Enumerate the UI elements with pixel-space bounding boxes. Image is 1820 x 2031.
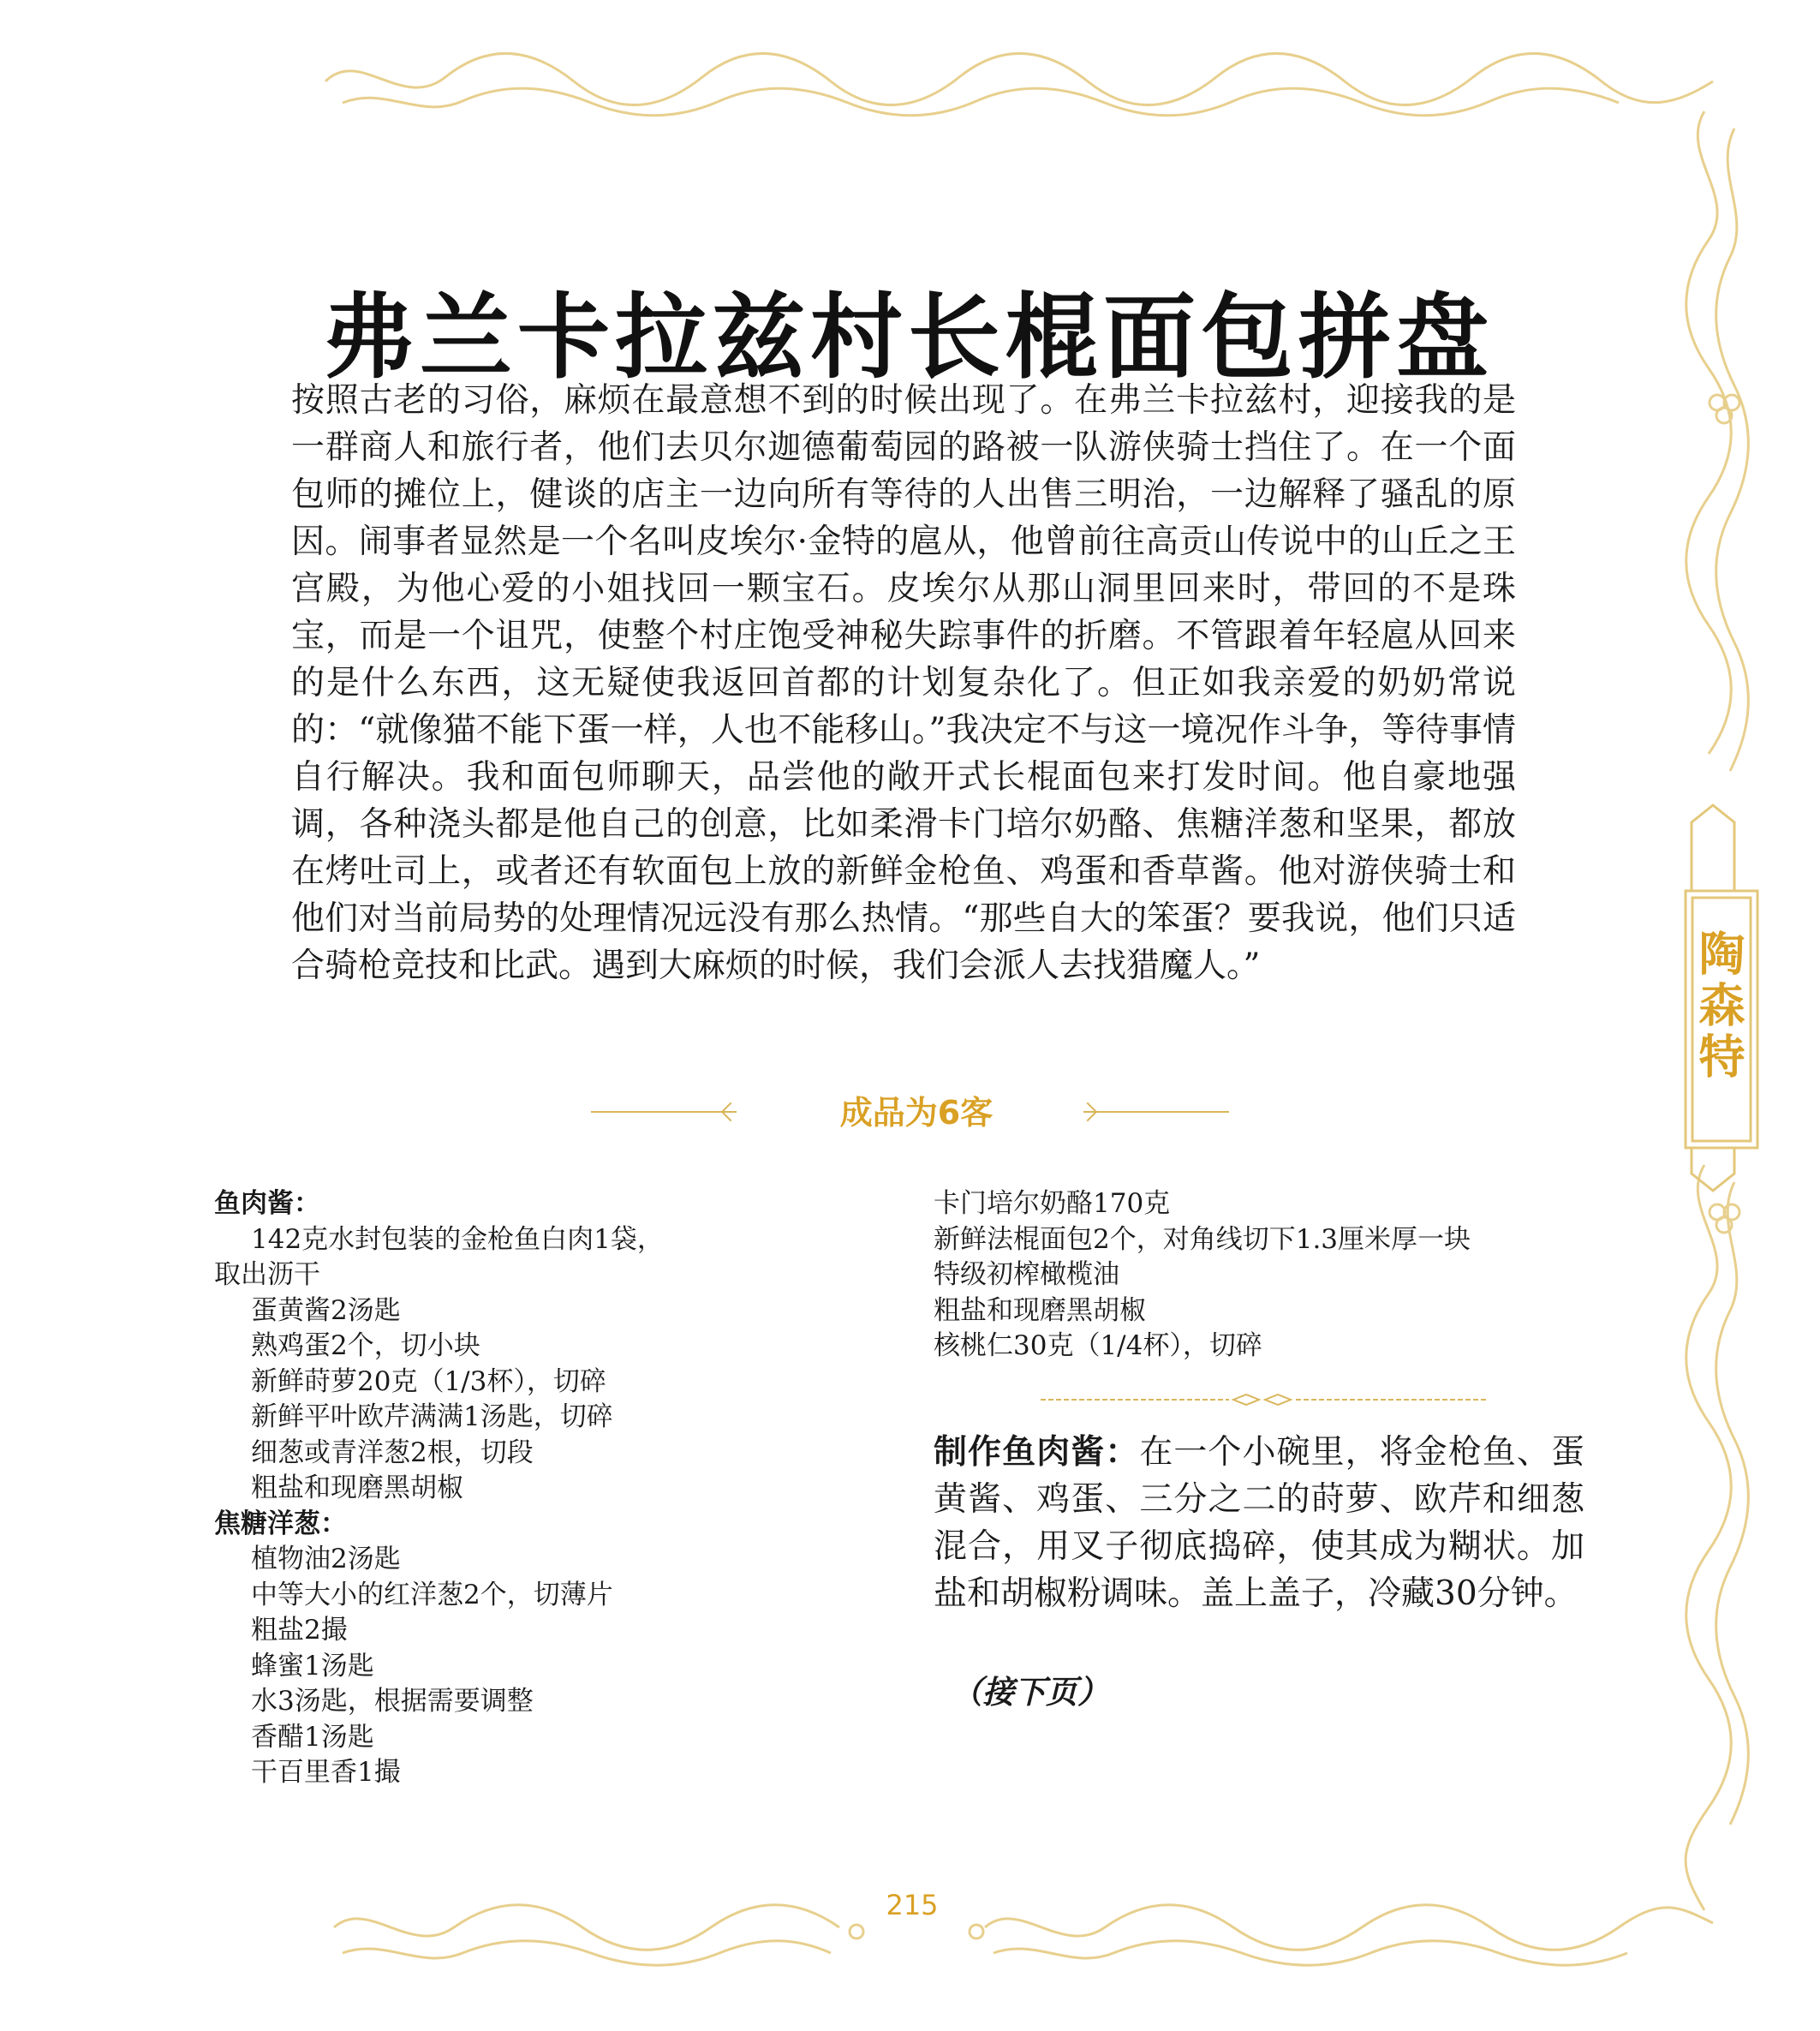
continued-note: （接下页） [951, 1673, 1109, 1711]
ingredient-item: 细葱或青洋葱2根，切段 [251, 1437, 534, 1468]
ingredient-item: 粗盐和现磨黑胡椒 [934, 1294, 1146, 1326]
ingredient-item: 熟鸡蛋2个，切小块 [251, 1330, 480, 1361]
chapter-side-tab: 陶森特 [1692, 929, 1745, 1084]
ingredient-item: 新鲜平叶欧芹满满1汤匙，切碎 [251, 1401, 613, 1432]
yield-rule-right [1083, 1111, 1229, 1113]
ingredients-left [214, 1186, 779, 1791]
ingredient-item: 蛋黄酱2汤匙 [251, 1294, 401, 1326]
yield-label: 成品为6客 [839, 1094, 994, 1132]
ingredient-item: 新鲜法棍面包2个，对角线切下1.3厘米厚一块 [934, 1223, 1471, 1255]
ingredients-right [934, 1186, 1584, 1365]
ingredient-item: 中等大小的红洋葱2个，切薄片 [251, 1579, 613, 1610]
method-step [934, 1429, 1584, 1617]
yield-rule-left [591, 1111, 737, 1113]
ingredient-item: 蜂蜜1汤匙 [251, 1650, 374, 1682]
ingredient-item: 142克水封包装的金枪鱼白肉1袋， [251, 1223, 664, 1255]
ingredient-item: 粗盐和现磨黑胡椒 [251, 1472, 463, 1503]
ingredient-item: 新鲜莳萝20克（1/3杯），切碎 [251, 1365, 606, 1397]
ingredient-item: 植物油2汤匙 [251, 1544, 401, 1574]
ingredient-item: 核桃仁30克（1/4杯），切碎 [934, 1330, 1262, 1361]
ingredient-item: 卡门培尔奶酪170克 [934, 1188, 1171, 1219]
section-title-caramelized-onions: 焦糖洋葱： [214, 1508, 347, 1539]
method-step-text: 在一个小碗里，将金枪鱼、蛋黄酱、鸡蛋、三分之二的莳萝、欧芹和细葱混合，用叉子彻底捣碎，使其成为糊状。加盐和胡椒粉调味。盖上盖子，冷藏30分钟。 [934, 1433, 1584, 1613]
section-title-fish-spread: 鱼肉酱： [214, 1188, 320, 1219]
method-step-heading: 制作鱼肉酱： [934, 1433, 1140, 1472]
ingredient-item: 香醋1汤匙 [251, 1721, 374, 1753]
ornamental-divider [1041, 1394, 1486, 1406]
ingredient-item: 特级初榨橄榄油 [934, 1259, 1119, 1290]
page-number: 215 [886, 1889, 939, 1921]
page-title: 弗兰卡拉兹村长棍面包拼盘 [321, 284, 1494, 392]
ingredient-item: 干百里香1撮 [251, 1757, 401, 1788]
ingredient-item: 取出沥干 [214, 1259, 320, 1290]
intro-paragraph: 按照古老的习俗，麻烦在最意想不到的时候出现了。在弗兰卡拉兹村，迎接我的是一群商人和旅行者，他们去贝尔迦德葡萄园的路被一队游侠骑士挡住了。在一个面包师的摊位上，健谈的店主一边向所有等待的人出售三明治，一边解释了骚乱的原因。闹事者显然是一个名叫皮埃尔·金特的扈从，他曾前往高贡山传说中的山丘之王宫殿，为他心爱的小姐找回一颗宝石。皮埃尔从那山洞里回来时，带回的不是珠宝，而是一个诅咒，使整个村庄饱受神秘失踪事件的折磨。不管跟着年轻扈从回来的是什么东西，这无疑使我返回首都的计划复杂化了。但正如我亲爱的奶奶常说的：“就像猫不能下蛋一样，人也不能移山。”我决定不与这一境况作斗争，等待事情自行解决。我和面包师聊天，品尝他的敞开式长棍面包来打发时间。他自豪地强调，各种浇头都是他自己的创意，比如柔滑卡门培尔奶酪、焦糖洋葱和坚果，都放在烤吐司上，或者还有软面包上放的新鲜金枪鱼、鸡蛋和香草酱。他对游侠骑士和他们对当前局势的处理情况远没有那么热情。“那些自大的笨蛋？要我说，他们只适合骑枪竞技和比武。遇到大麻烦的时候，我们会派人去找猎魔人。” [291, 381, 1516, 985]
ingredient-item: 水3汤匙，根据需要调整 [251, 1686, 534, 1717]
ingredient-item: 粗盐2撮 [251, 1615, 348, 1646]
